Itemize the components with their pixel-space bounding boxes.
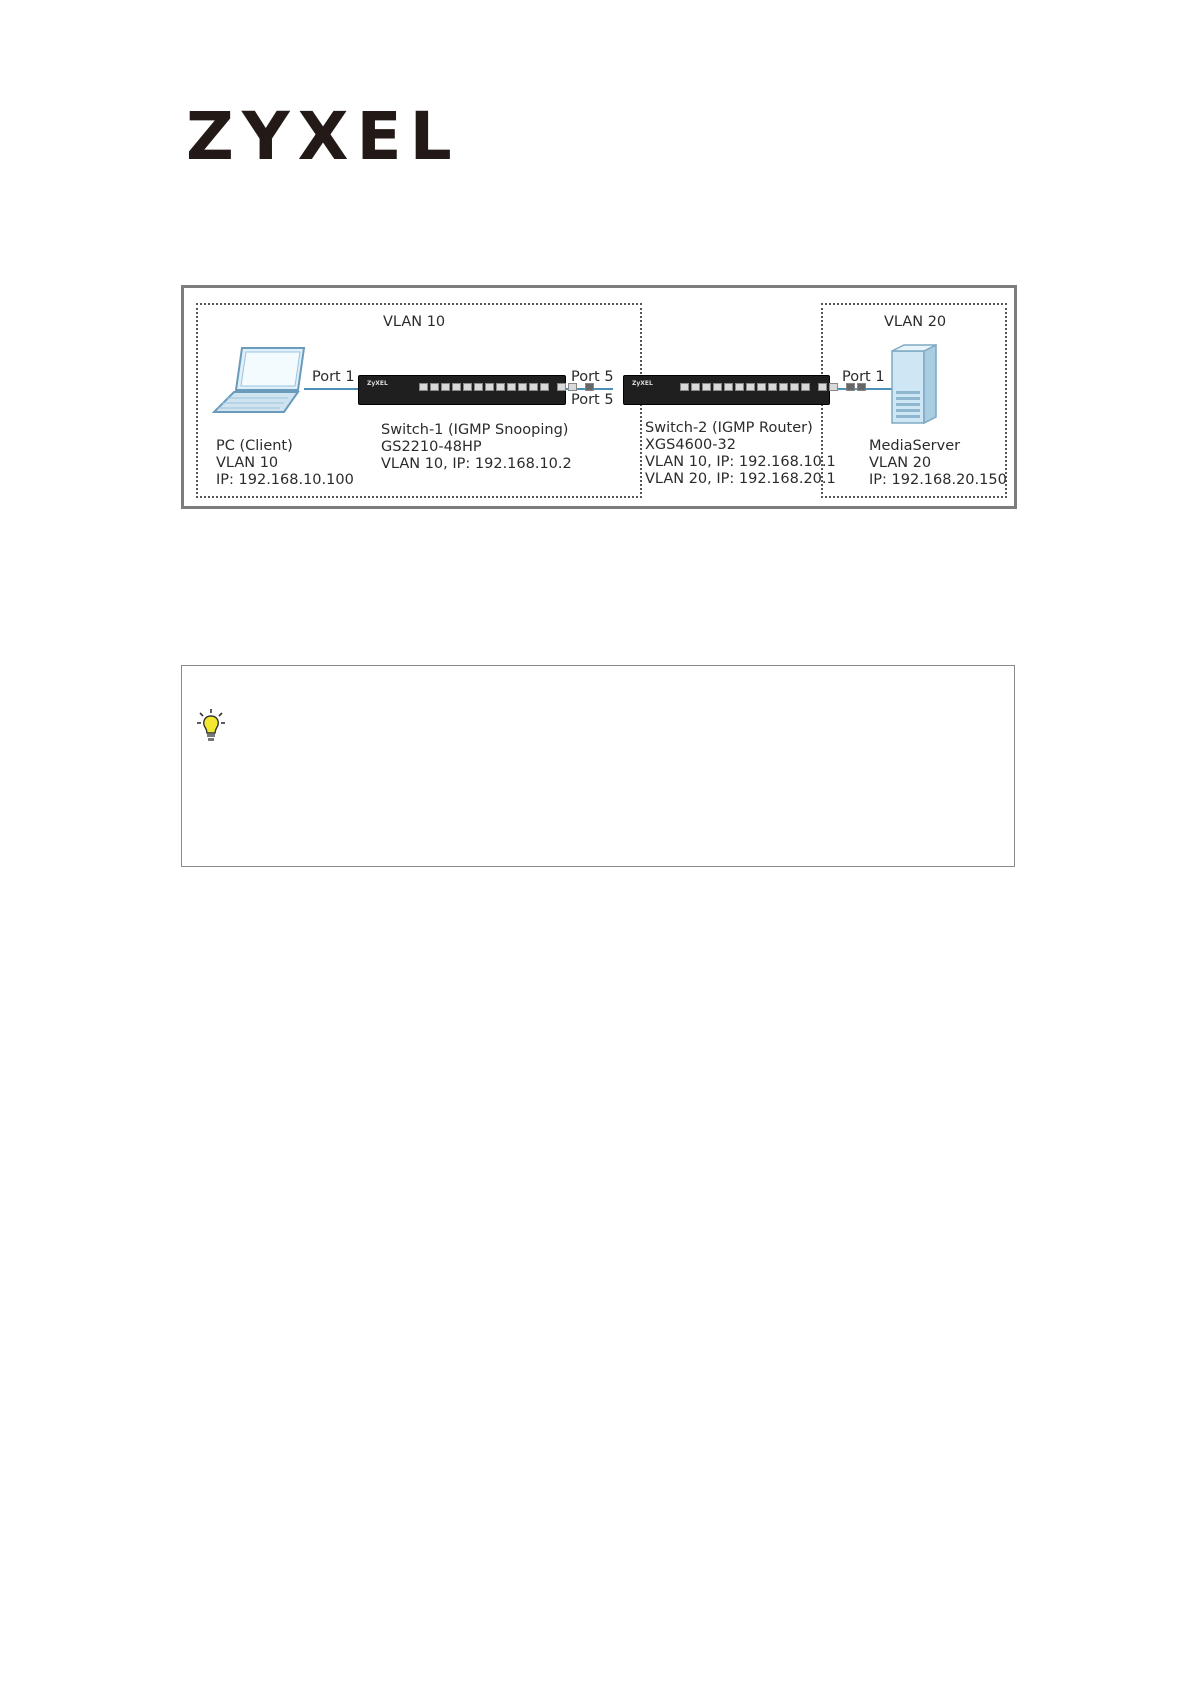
- switch1-ports: [419, 383, 594, 391]
- switch2-device: [623, 375, 830, 405]
- pc-vlan: VLAN 10: [216, 455, 279, 471]
- switch2-brand: ZyXEL: [632, 380, 653, 387]
- tip-box: [181, 665, 1015, 867]
- switch2-vlan10-ip: VLAN 10, IP: 192.168.10.1: [645, 454, 836, 470]
- switch2-model: XGS4600-32: [645, 437, 736, 453]
- switch1-model: GS2210-48HP: [381, 439, 482, 455]
- network-topology-diagram: [181, 285, 1017, 509]
- pc-ip: IP: 192.168.10.100: [216, 472, 354, 488]
- switch1-device: [358, 375, 566, 405]
- server-port-label: Port 1: [842, 369, 885, 385]
- pc-to-switch1-link: [304, 388, 359, 390]
- switch2-vlan20-ip: VLAN 20, IP: 192.168.20.1: [645, 471, 836, 487]
- laptop-icon: [212, 346, 310, 416]
- vlan10-zone-title: VLAN 10: [383, 314, 446, 330]
- lightbulb-icon: [196, 708, 226, 744]
- vlan20-zone-title: VLAN 20: [884, 314, 947, 330]
- zyxel-logo: ZYXEL: [186, 98, 460, 175]
- switch1-port-label: Port 5: [571, 369, 614, 385]
- pc-name: PC (Client): [216, 438, 293, 454]
- server-icon: [884, 343, 940, 425]
- server-ip: IP: 192.168.20.150: [869, 472, 1007, 488]
- switch1-ip: VLAN 10, IP: 192.168.10.2: [381, 456, 572, 472]
- switch2-ports: [680, 383, 866, 391]
- switch2-name: Switch-2 (IGMP Router): [645, 420, 813, 436]
- switch2-port-label: Port 5: [571, 392, 614, 408]
- pc-port-label: Port 1: [312, 369, 355, 385]
- switch1-brand: ZyXEL: [367, 380, 388, 387]
- switch1-name: Switch-1 (IGMP Snooping): [381, 422, 569, 438]
- server-name: MediaServer: [869, 438, 961, 454]
- server-vlan: VLAN 20: [869, 455, 932, 471]
